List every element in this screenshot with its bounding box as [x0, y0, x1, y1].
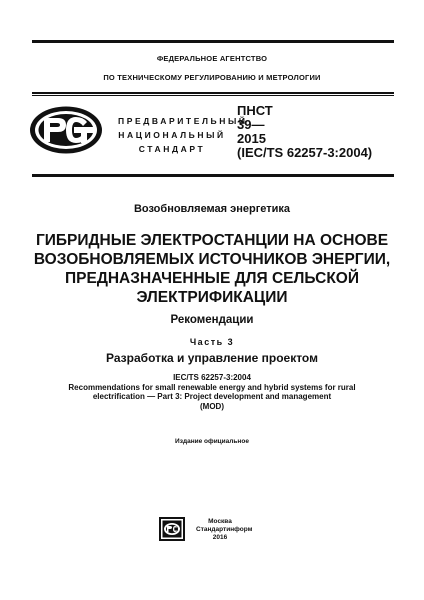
standard-type-line3: СТАНДАРТ [138, 144, 206, 154]
english-title-line2: electrification — Part 3: Project development and management [92, 392, 332, 401]
standard-type-line1: ПРЕДВАРИТЕЛЬНЫЙ [118, 116, 248, 126]
publisher-name: Стандартинформ [196, 526, 253, 533]
top-rule [32, 40, 394, 43]
main-title-line1: ГИБРИДНЫЕ ЭЛЕКТРОСТАНЦИИ НА ОСНОВЕ [35, 232, 389, 249]
standard-code-iec: (IEC/TS 62257-3:2004) [237, 145, 373, 160]
standard-code-prefix: ПНСТ [237, 103, 273, 118]
agency-subtitle: ПО ТЕХНИЧЕСКОМУ РЕГУЛИРОВАНИЮ И МЕТРОЛОГИИ [103, 73, 321, 82]
publisher-logo-icon [159, 517, 185, 541]
english-mod: (MOD) [200, 401, 224, 411]
main-title-line4: ЭЛЕКТРИФИКАЦИИ [136, 289, 288, 306]
main-title-line3: ПРЕДНАЗНАЧЕННЫЕ ДЛЯ СЕЛЬСКОЙ [65, 270, 359, 287]
middle-rule [32, 174, 394, 177]
subject-heading: Возобновляемая энергетика [133, 203, 291, 215]
main-title-line2: ВОЗОБНОВЛЯЕМЫХ ИСТОЧНИКОВ ЭНЕРГИИ, [33, 251, 391, 268]
official-edition: Издание официальное [175, 438, 249, 445]
part-label: Часть 3 [189, 337, 235, 347]
header-rule-upper [32, 92, 394, 94]
recommendations-label: Рекомендации [170, 314, 254, 326]
standard-code-number: 39— [237, 117, 265, 132]
rst-logo-icon [28, 105, 104, 155]
english-title-line1: Recommendations for small renewable energy and hybrid systems for rural [68, 382, 356, 392]
publication-year: 2016 [212, 534, 228, 541]
standard-type-line2: НАЦИОНАЛЬНЫЙ [118, 130, 226, 140]
standard-code-year: 2015 [237, 131, 266, 146]
publisher-city: Москва [208, 518, 232, 525]
agency-name: ФЕДЕРАЛЬНОЕ АГЕНТСТВО [156, 54, 268, 63]
english-iec-code: IEC/TS 62257-3:2004 [173, 373, 251, 382]
header-rule-lower [32, 95, 394, 96]
part-name: Разработка и управление проектом [106, 351, 318, 365]
